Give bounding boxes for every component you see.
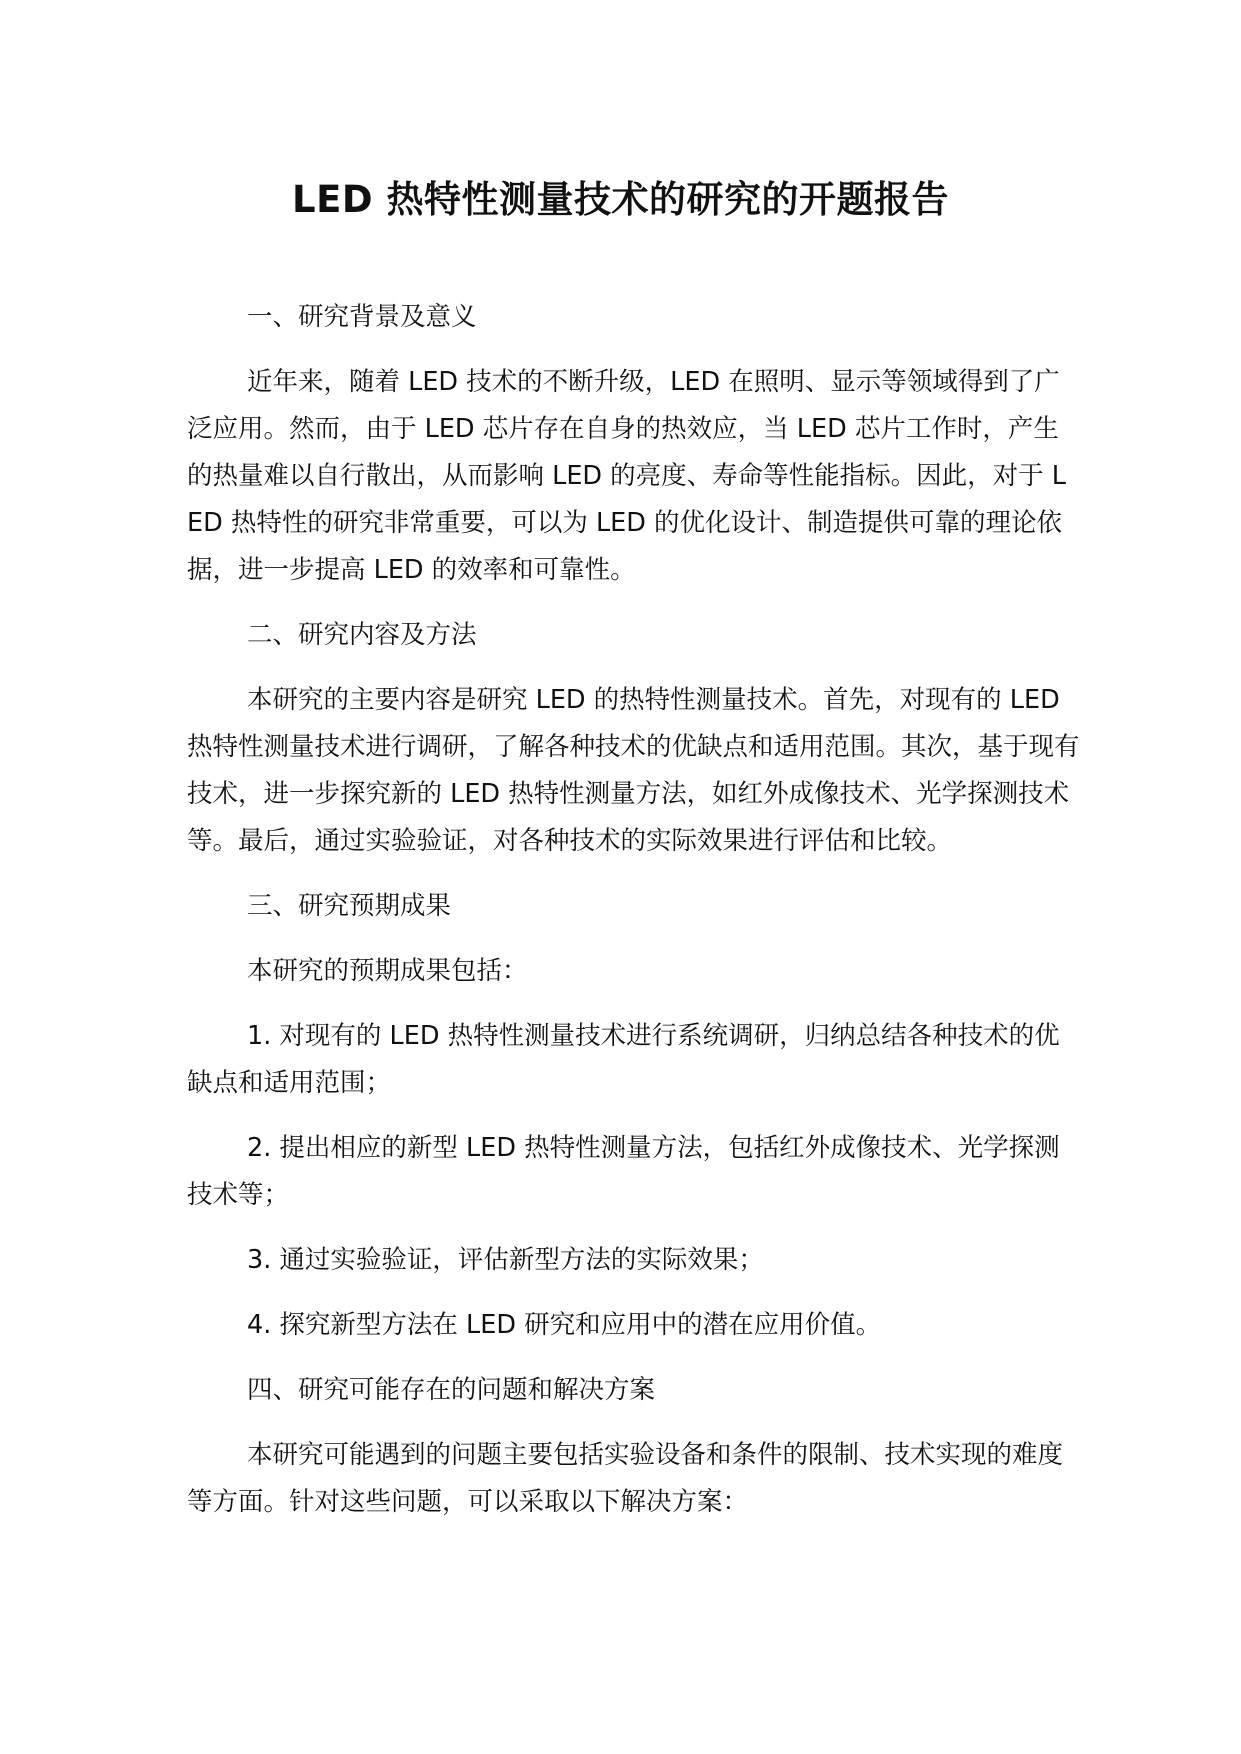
list-item-expected-3: 3. 通过实验验证，评估新型方法的实际效果； [247,1245,764,1275]
list-item-expected-1: 1. 对现有的 LED 热特性测量技术进行系统调研，归纳总结各种技术的优缺点和适用范围； [187,1021,1060,1098]
section-heading-expected-results: 三、研究预期成果 [247,891,452,921]
section-heading-background: 一、研究背景及意义 [247,302,477,332]
section-heading-content-methods: 二、研究内容及方法 [247,620,477,650]
paragraph-expected-intro: 本研究的预期成果包括： [247,956,528,986]
list-item-expected-2: 2. 提出相应的新型 LED 热特性测量方法，包括红外成像技术、光学探测技术等； [187,1133,1060,1210]
paragraph-problems-solutions: 本研究可能遇到的问题主要包括实验设备和条件的限制、技术实现的难度等方面。针对这些问题，可以采取以下解决方案： [187,1440,1064,1517]
paragraph-background: 近年来，随着 LED 技术的不断升级，LED 在照明、显示等领域得到了广泛应用。然而，由于 LED 芯片存在自身的热效应，当 LED 芯片工作时，产生的热量难以自行散出，从而影响 LED 的亮度、寿命等性能指标。因此，对于 LED 热特性的研究非常重要，可以为 LED 的优化设计、制造提供可靠的理论依据，进一步提高 LED 的效率和可靠性。 [187,367,1066,585]
section-heading-problems-solutions: 四、研究可能存在的问题和解决方案 [247,1375,656,1405]
page-title: LED 热特性测量技术的研究的开题报告 [292,178,949,221]
document-body [187,294,1082,1544]
list-item-expected-4: 4. 探究新型方法在 LED 研究和应用中的潜在应用价值。 [247,1310,882,1340]
paragraph-content-methods: 本研究的主要内容是研究 LED 的热特性测量技术。首先，对现有的 LED 热特性测量技术进行调研，了解各种技术的优缺点和适用范围。其次，基于现有技术，进一步探究新的 LED 热特性测量方法，如红外成像技术、光学探测技术等。最后，通过实验验证，对各种技术的实际效果进行评估和比较。 [187,685,1080,856]
